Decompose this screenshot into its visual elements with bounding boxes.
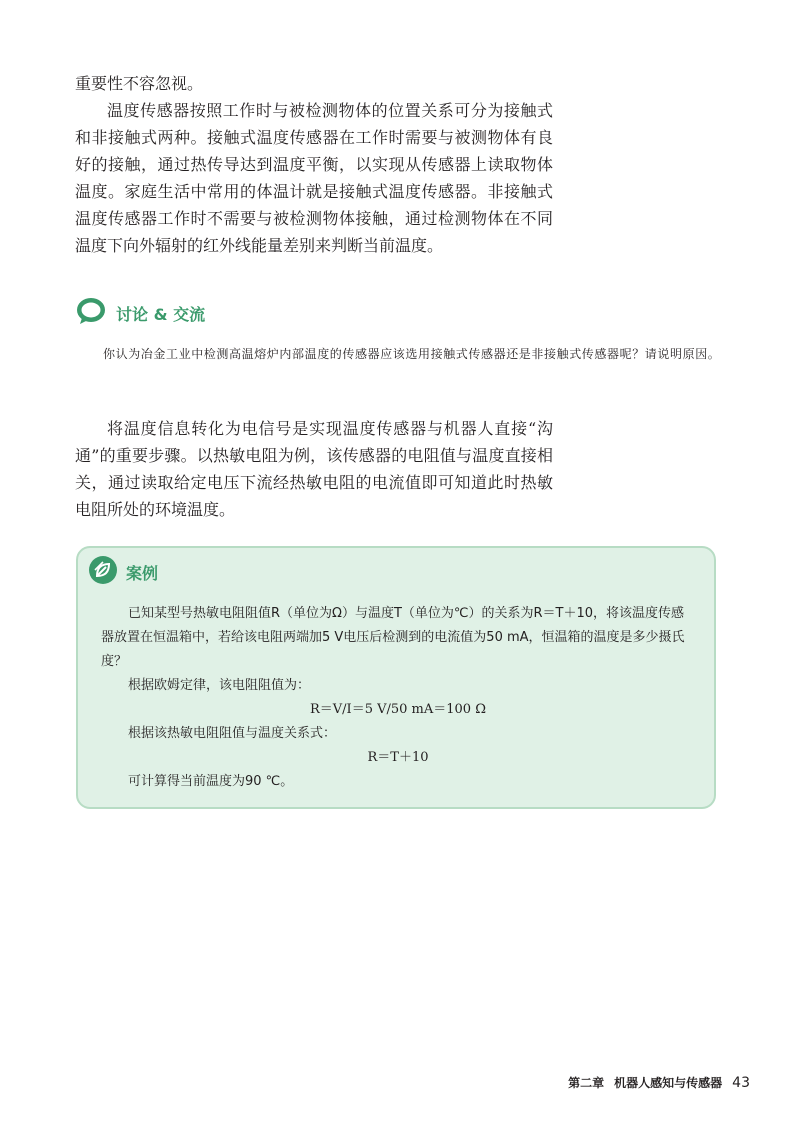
case-title: 案例: [126, 563, 159, 583]
discussion-question: 你认为冶金工业中检测高温熔炉内部温度的传感器应该选用接触式传感器还是非接触式传感器呢？请说明原因。: [103, 347, 721, 361]
case-answer: 可计算得当前温度为90 ℃。: [128, 774, 294, 789]
case-problem: 已知某型号热敏电阻阻值R（单位为Ω）与温度T（单位为℃）的关系为R＝T＋10，将该温度传感器放置在恒温箱中，若给该电阻两端加5 V电压后检测到的电流值为50 mA，恒温箱的温度是多少摄氏度？: [101, 606, 685, 669]
case-step-relation: 根据该热敏电阻阻值与温度关系式：: [128, 726, 337, 741]
discussion-header: [76, 297, 205, 329]
speech-bubble-icon: [76, 297, 106, 329]
case-formula-relation: R＝T＋10: [367, 750, 429, 765]
case-header: [88, 556, 158, 588]
footer-chapter: 第二章: [568, 1076, 605, 1090]
discussion-title: 讨论 & 交流: [116, 304, 206, 324]
case-leaf-icon: [88, 555, 118, 589]
case-step-ohms-law: 根据欧姆定律，该电阻阻值为：: [128, 678, 311, 693]
case-box: [76, 546, 716, 809]
page-footer: [568, 1074, 750, 1091]
paragraph-sensor-types: 温度传感器按照工作时与被检测物体的位置关系可分为接触式和非接触式两种。接触式温度传感器在工作时需要与被测物体有良好的接触，通过热传导达到温度平衡，以实现从传感器上读取物体温度。家庭生活中常用的体温计就是接触式温度传感器。非接触式温度传感器工作时不需要与被检测物体接触，通过检测物体在不同温度下向外辐射的红外线能量差别来判断当前温度。: [75, 101, 553, 255]
paragraph-intro-end: 重要性不容忽视。: [75, 74, 204, 93]
case-content: [101, 602, 695, 794]
footer-chapter-title: 机器人感知与传感器: [614, 1076, 723, 1090]
case-formula-resistance: R＝V/I＝5 V/50 mA＝100 Ω: [310, 702, 486, 717]
page-number: 43: [732, 1075, 750, 1091]
paragraph-thermistor: 将温度信息转化为电信号是实现温度传感器与机器人直接“沟通”的重要步骤。以热敏电阻为例，该传感器的电阻值与温度直接相关，通过读取给定电压下流经热敏电阻的电流值即可知道此时热敏电阻所处的环境温度。: [75, 419, 553, 519]
